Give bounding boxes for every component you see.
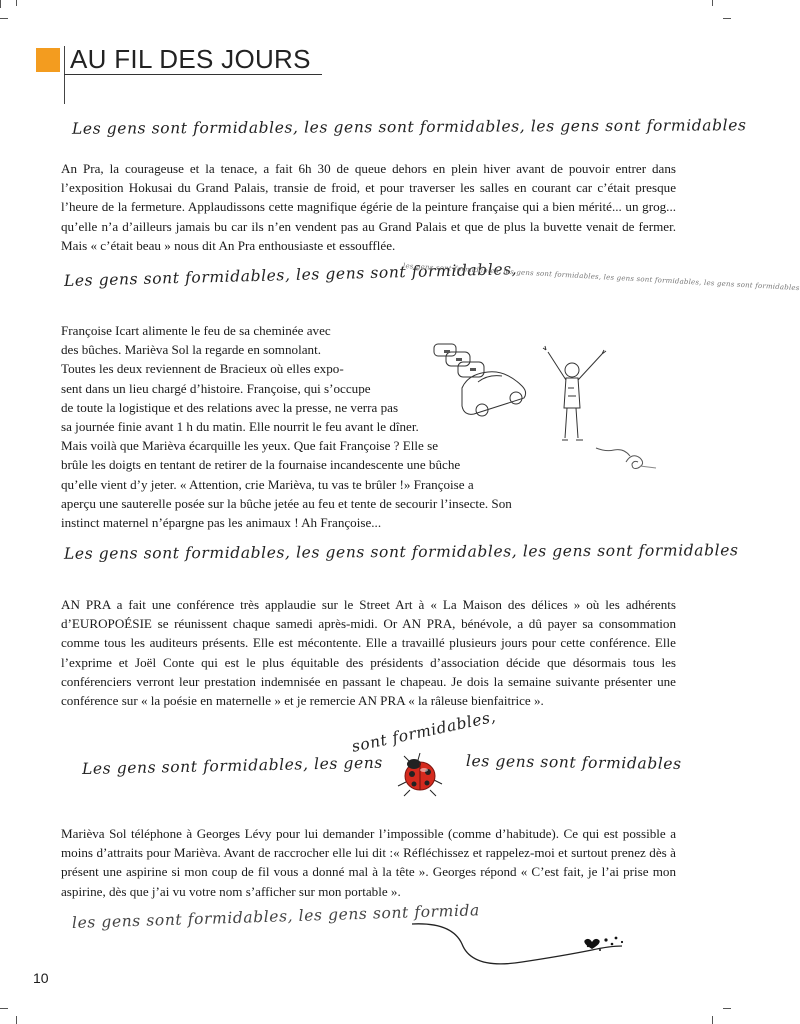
paragraph-text: Marièva Sol téléphone à Georges Lévy pour lui demander l’impossible (comme d’habitude). Ce qui est possible a moins d’attraits pour Marièva. Avant de raccrocher elle lui dit :« Réfléchissez et rappelez-moi et surtout prenez dès à présent une aspirine si mon coup de fil vous a donné mal à la tête ». Georges répond « C’est fait, je l’ai prise mon aspirine, dès que j’ai vu votre nom s’afficher sur mon portable ». (61, 826, 676, 899)
page-number: 10 (33, 970, 49, 986)
paragraph-line: Mais voilà que Marièva écarquille les yeux. Que fait Françoise ? Elle se (61, 438, 439, 454)
paragraph-georges-levy (61, 824, 676, 901)
paragraph-line: instinct maternel n’épargne pas les animaux ! Ah Françoise... (61, 515, 382, 531)
refrain-4-end: les gens sont formidables (465, 752, 682, 774)
refrain-3: Les gens sont formidables, les gens sont formidables, les gens sont formidables (63, 541, 739, 563)
paragraph-line: Toutes les deux reviennent de Bracieux où elles expo- (61, 361, 344, 377)
crop-mark-bottom-left-h (0, 1008, 8, 1009)
crop-mark-top-left (0, 0, 1, 8)
car-traffic-illustration (430, 340, 530, 430)
paragraph-an-pra-hokusai (61, 159, 676, 255)
crop-mark-right-h (723, 18, 731, 19)
refrain-2: Les gens sont formidables, les gens sont formidables, (63, 260, 518, 290)
refrain-4-arc: sont formidables, (350, 707, 498, 756)
paragraph-line: aperçu une sauterelle posée sur la bûche jetée au feu et tente de secourir l’insecte. Son (61, 495, 512, 511)
crop-mark-bottom-left (16, 1016, 17, 1024)
crop-mark-top-left-h (16, 0, 17, 6)
refrain-2-fading: les gens sont formidables, les gens sont formidables, les gens sont formidables, les gens sont formidables (402, 262, 800, 293)
paragraph-line: de toute la logistique et des relations avec la presse, ne verra pas (61, 399, 399, 415)
paragraph-line: des bûches. Marièva Sol la regarde en somnolant. (61, 342, 321, 358)
refrain-4: Les gens sont formidables, les gens (81, 753, 384, 778)
crop-mark-bottom-right (712, 1016, 713, 1024)
paragraph-line: qu’elle vient d’y jeter. « Attention, crie Marièva, tu vas te brûler !» Françoise a (61, 476, 474, 492)
refrain-1: Les gens sont formidables, les gens sont formidables, les gens sont formidables (71, 116, 747, 138)
paragraph-street-art (61, 595, 676, 710)
paragraph-text: An Pra, la courageuse et la tenace, a fait 6h 30 de queue dehors en plein hiver avant de pouvoir entrer dans l’exposition Hokusai du Grand Palais, transie de froid, et pour traverser les salles en courant car c’était presque l’heure de la fermeture. Applaudissons cette magnifique égérie de la peinture française qui a bien mérité... un grog... qu’elle n’a d’ailleurs jamais bu car ils n’en vendent pas au Grand Palais et que de plus la buvette venait de fermer. Mais « c’était beau » nous dit An Pra enthousiaste et essoufflée. (61, 161, 676, 253)
heart-flourish-icon (410, 918, 640, 978)
cheering-man-illustration (540, 348, 610, 448)
header-accent-square (36, 48, 60, 72)
paragraph-line: sent dans un lieu chargé d’histoire. Françoise, qui s’occupe (61, 380, 371, 396)
crop-mark-left-h (0, 18, 8, 19)
refrain-5: les gens sont formidables, les gens sont formida (71, 901, 481, 932)
paragraph-line: Françoise Icart alimente le feu de sa cheminée avec (61, 323, 331, 338)
paragraph-line: sa journée finie avant 1 h du matin. Elle nourrit le feu avant le dîner. (61, 419, 419, 435)
snail-doodle-icon (596, 444, 666, 474)
page-title: AU FIL DES JOURS (70, 44, 311, 74)
crop-mark-bottom-right-h (723, 1008, 731, 1009)
header-vertical-rule (64, 46, 65, 104)
crop-mark-top-right (712, 0, 713, 6)
ladybug-icon (396, 752, 444, 796)
header-underline (64, 74, 322, 75)
paragraph-text: AN PRA a fait une conférence très applaudie sur le Street Art à « La Maison des délices » où les adhérents d’EUROPOÉSIE se réunissent chaque samedi après-midi. Or AN PRA, bénévole, a dû payer sa consommation comme tous les auditeurs présents. Elle est mécontente. Elle a travaillé plusieurs jours pour cette conférence. Elle l’exprime et Joël Conte qui est le plus équitable des présidents d’association décide que désormais tous les conférenciers verront leur prestation indemnisée en passant le chapeau. Je dois la semaine suivante présenter une conférence sur « la poésie en maternelle » et je remercie AN PRA « la râleuse bienfaitrice ». (61, 597, 676, 709)
paragraph-line: brûle les doigts en tentant de retirer de la fournaise incandescente une bûche (61, 457, 461, 473)
